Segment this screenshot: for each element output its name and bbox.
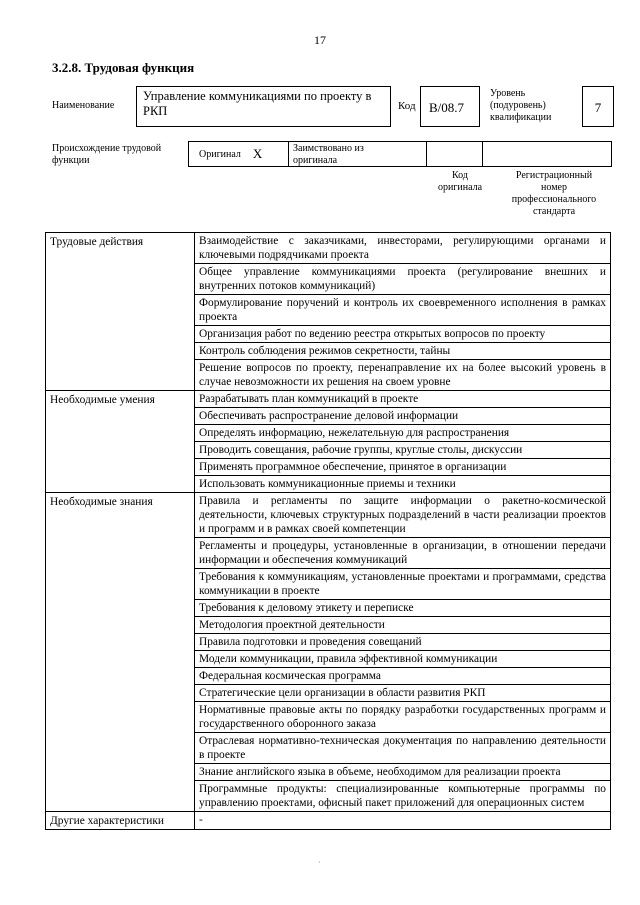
code-box: B/08.7: [420, 86, 480, 127]
code-label: Код: [398, 100, 416, 112]
category-cell: Необходимые умения: [46, 391, 195, 493]
item-cell: Контроль соблюдения режимов секретности, тайны: [195, 343, 611, 360]
item-cell: Нормативные правовые акты по порядку разработки государственных программ и государственного оборонного заказа: [195, 702, 611, 733]
item-cell: Обеспечивать распространение деловой информации: [195, 408, 611, 425]
item-cell: Организация работ по ведению реестра открытых вопросов по проекту: [195, 326, 611, 343]
table-row: [46, 391, 611, 408]
page-number: 17: [314, 33, 326, 47]
item-cell: Федеральная космическая программа: [195, 668, 611, 685]
item-cell: Программные продукты: специализированные компьютерные программы по управлению проектами, офисный пакет приложений для операционных систем: [195, 781, 611, 812]
name-label: Наименование: [52, 100, 115, 111]
item-cell: Взаимодействие с заказчиками, инвесторами, регулирующими органами и ключевыми подрядчиками проекта: [195, 233, 611, 264]
qualification-level-label: Уровень (подуровень) квалификации: [490, 88, 552, 123]
item-cell: Разрабатывать план коммуникаций в проекте: [195, 391, 611, 408]
category-cell: Необходимые знания: [46, 493, 195, 812]
item-cell: Требования к деловому этикету и переписке: [195, 600, 611, 617]
item-cell: Применять программное обеспечение, принятое в организации: [195, 459, 611, 476]
section-title: 3.2.8. Трудовая функция: [52, 60, 195, 75]
table-row: [46, 233, 611, 264]
item-cell: Знание английского языка в объеме, необходимом для реализации проекта: [195, 764, 611, 781]
original-cell: Оригинал X: [189, 142, 289, 166]
item-cell: Методология проектной деятельности: [195, 617, 611, 634]
item-cell: Модели коммуникации, правила эффективной коммуникации: [195, 651, 611, 668]
function-details-table: [45, 232, 611, 830]
item-cell: Регламенты и процедуры, установленные в организации, в отношении передачи информации и обеспечения коммуникаций: [195, 538, 611, 569]
origin-row: [188, 141, 612, 167]
item-cell: Стратегические цели организации в области развития РКП: [195, 685, 611, 702]
category-cell: Трудовые действия: [46, 233, 195, 391]
item-cell: Формулирование поручений и контроль их своевременного исполнения в рамках проекта: [195, 295, 611, 326]
original-code-cell: [427, 142, 483, 166]
borrowed-cell: Заимствовано из оригинала: [289, 142, 427, 166]
original-mark: X: [252, 146, 263, 161]
item-cell: -: [195, 812, 611, 830]
category-cell: Другие характеристики: [46, 812, 195, 830]
table-row: [46, 493, 611, 538]
item-cell: Требования к коммуникациям, установленные проектами и программами, средства коммуникации в проекте: [195, 569, 611, 600]
item-cell: Правила подготовки и проведения совещаний: [195, 634, 611, 651]
item-cell: Использовать коммуникационные приемы и техники: [195, 476, 611, 493]
original-code-caption: Код оригинала: [437, 170, 483, 193]
table-row: [46, 812, 611, 830]
function-name-box: Управление коммуникациями по проекту в РКП: [136, 86, 391, 127]
item-cell: Решение вопросов по проекту, перенаправление их на более высокий уровень в случае невозможности их решения на своем уровне: [195, 360, 611, 391]
item-cell: Отраслевая нормативно-техническая документация по направлению деятельности в проекте: [195, 733, 611, 764]
item-cell: Определять информацию, нежелательную для распространения: [195, 425, 611, 442]
origin-label: Происхождение трудовой функции: [52, 143, 162, 166]
item-cell: Общее управление коммуникациями проекта (регулирование внешних и внутренних потоков коммуникаций): [195, 264, 611, 295]
footer-mark: ·: [318, 857, 321, 867]
registration-number-cell: [483, 142, 611, 166]
qualification-level-box: 7: [582, 86, 614, 127]
item-cell: Проводить совещания, рабочие группы, круглые столы, дискуссии: [195, 442, 611, 459]
item-cell: Правила и регламенты по защите информации о ракетно-космической деятельности, ключевых структурных подразделений в части реализации проектов и программ и в рамках своей компетенции: [195, 493, 611, 538]
registration-number-caption: Регистрационный номер профессионального стандарта: [511, 170, 597, 217]
